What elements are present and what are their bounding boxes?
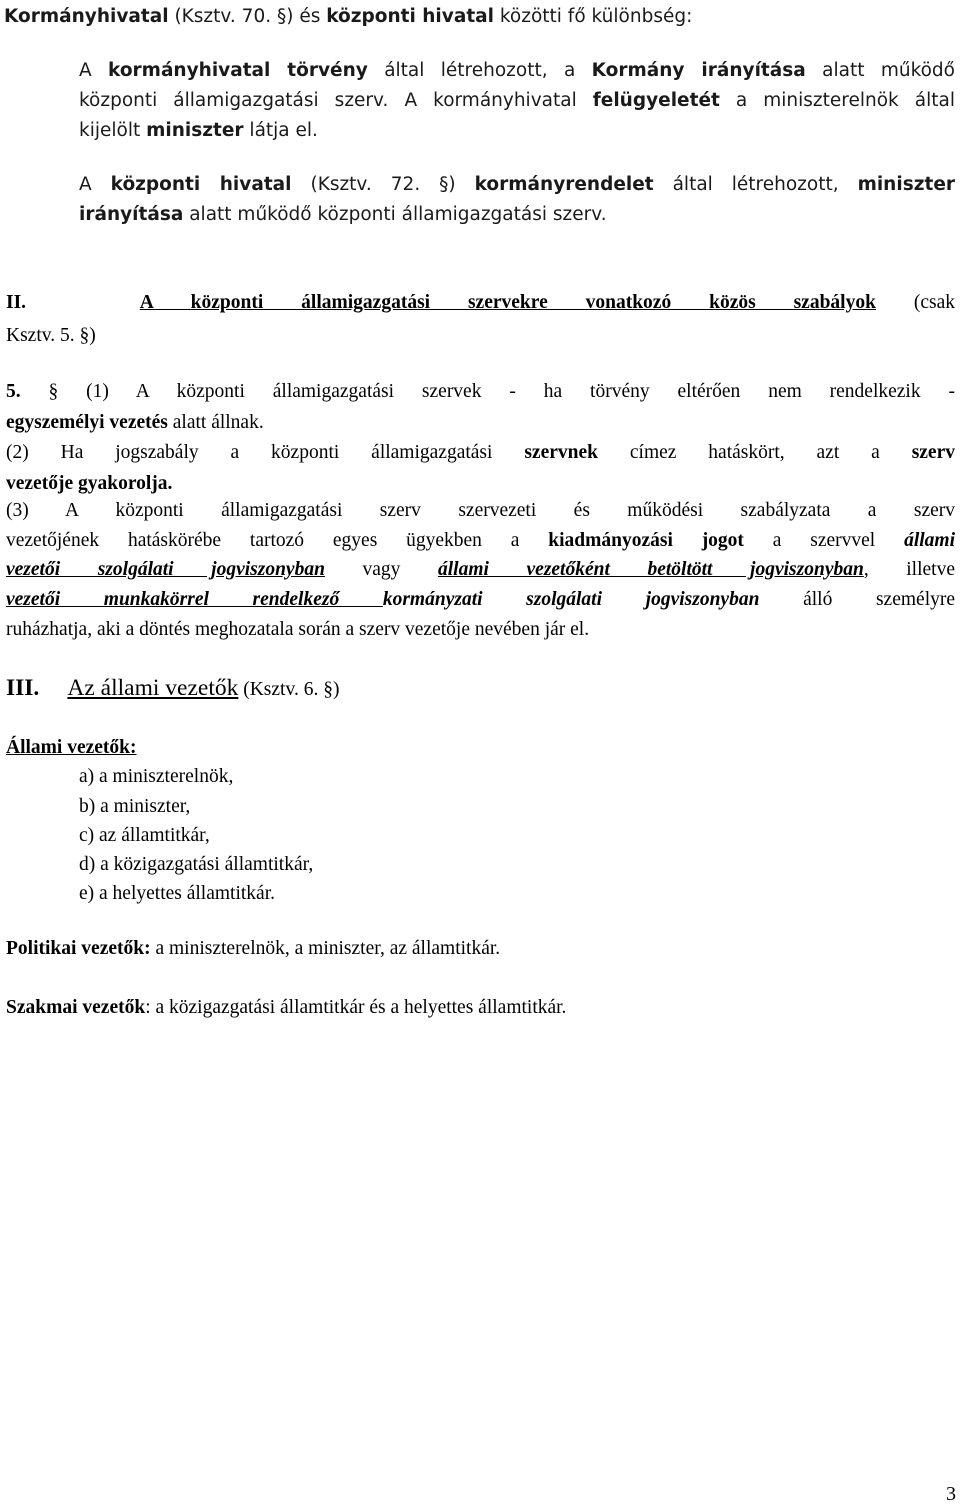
text-run: szerv xyxy=(911,442,955,463)
sec1-line-2 xyxy=(79,62,955,81)
text-run: által létrehozott, xyxy=(653,174,858,195)
text-run: vezetőjének hatáskörébe tartozó egyes ügyekben a xyxy=(6,530,549,551)
text-run: , illetve xyxy=(863,559,956,580)
para-3-line-2 xyxy=(6,531,955,551)
text-run: (Ksztv. 70. §) és xyxy=(168,6,327,27)
text-run: állami xyxy=(904,530,955,551)
text-run: címez hatáskört, azt a xyxy=(597,442,912,463)
text-run: miniszter xyxy=(857,174,955,195)
sec1-line-4 xyxy=(79,122,960,141)
text-run: A xyxy=(79,60,109,81)
text-run: miniszter xyxy=(146,120,244,141)
text-run: egyszemélyi vezetés xyxy=(6,412,168,433)
text-run: vagy xyxy=(324,559,438,580)
text-run: közötti fő különbség: xyxy=(494,6,693,27)
text-run: kiadmányozási jogot xyxy=(548,530,744,551)
text-run: állami vezetőként betöltött jogviszonyban xyxy=(438,559,864,580)
text-run: II. xyxy=(6,292,27,313)
political-leaders xyxy=(6,939,960,959)
list-item: a) a miniszterelnök, xyxy=(79,766,234,787)
text-run: felügyeletét xyxy=(592,90,720,111)
text-run: a szervvel xyxy=(743,530,905,551)
text-run: irányítása xyxy=(79,204,184,225)
page-number: 3 xyxy=(946,1483,956,1505)
professional-leaders xyxy=(6,998,960,1018)
text-run: 5. xyxy=(6,381,21,402)
state-leaders-title xyxy=(6,738,960,758)
text-run: alatt állnak. xyxy=(167,412,264,433)
list-item: c) az államtitkár, xyxy=(79,825,210,846)
text-run: kijelölt xyxy=(79,120,147,141)
text-run: Kormányhivatal xyxy=(4,6,169,27)
text-run: alatt működő központi államigazgatási szerv. xyxy=(183,204,607,225)
text-run: központi hivatal xyxy=(110,174,292,195)
text-run: szervnek xyxy=(524,442,598,463)
text-run: Az állami vezetők xyxy=(67,675,239,701)
text-run: álló személyre xyxy=(759,589,956,610)
list-item: d) a közigazgatási államtitkár, xyxy=(79,854,314,875)
sec1-line-5 xyxy=(79,176,955,195)
sec1-line-3 xyxy=(79,92,955,111)
text-run: (Ksztv. 6. §) xyxy=(238,679,340,700)
text-run: látja el. xyxy=(243,120,318,141)
text-run: Állami vezetők: xyxy=(6,737,137,758)
text-run: központi államigazgatási szerv. A kormányhivatal xyxy=(79,90,593,111)
text-run: által létrehozott, a xyxy=(367,60,592,81)
para-5-line-1 xyxy=(6,382,955,402)
para-3-line-5 xyxy=(6,620,960,640)
text-run xyxy=(39,675,67,701)
para-2-line-1 xyxy=(6,443,955,463)
sec1-line-6 xyxy=(79,206,960,225)
text-run: Politikai vezetők: xyxy=(6,938,151,959)
para-3-line-1-text xyxy=(6,500,955,521)
text-run: alatt működő xyxy=(805,60,955,81)
para-3-line-3 xyxy=(6,560,955,580)
list-item: e) a helyettes államtitkár. xyxy=(79,883,275,904)
text-run: Kormány irányítása xyxy=(591,60,806,81)
text-run: kormányzati szolgálati jogviszonyban xyxy=(382,589,760,610)
text-run: (csak xyxy=(875,292,955,313)
text-run: A xyxy=(79,174,111,195)
text-run: központi hivatal xyxy=(326,6,494,27)
sec3-heading xyxy=(6,677,960,701)
sec2-heading-line-1 xyxy=(6,293,955,313)
para-2-line-2 xyxy=(6,474,960,494)
text-run xyxy=(26,292,140,313)
text-run: : a közigazgatási államtitkár és a helyettes államtitkár. xyxy=(145,997,567,1018)
text-run: Ksztv. 5. §) xyxy=(6,325,96,346)
text-run: vezetői munkakörrel rendelkező xyxy=(6,589,383,610)
para-3-line-4 xyxy=(6,590,955,610)
text-run: III. xyxy=(6,675,40,701)
text-run: vezetője gyakorolja. xyxy=(6,473,173,494)
text-run: Szakmai vezetők xyxy=(6,997,146,1018)
text-run: (2) Ha jogszabály a központi államigazgatási xyxy=(6,442,525,463)
text-run: (Ksztv. 72. §) xyxy=(291,174,475,195)
text-run: A központi államigazgatási szervekre vonatkozó közös szabályok xyxy=(139,292,876,313)
para-3-line-1 xyxy=(6,501,955,521)
text-run: kormányhivatal törvény xyxy=(108,60,368,81)
para-5-line-2 xyxy=(6,413,960,433)
text-run: kormányrendelet xyxy=(474,174,654,195)
text-run: ruházhatja, aki a döntés meghozatala során a szerv vezetője nevében jár el. xyxy=(6,619,590,640)
text-run: a miniszterelnök, a miniszter, az államtitkár. xyxy=(150,938,501,959)
sec2-heading-line-2 xyxy=(6,326,960,346)
text-run: § (1) A központi államigazgatási szervek - ha törvény eltérően nem rendelkezik - xyxy=(20,381,955,402)
sec1-line-1 xyxy=(4,8,960,27)
list-item: b) a miniszter, xyxy=(79,796,191,817)
text-run: (3) A központi államigazgatási szerv szervezeti és működési szabályzata a szerv xyxy=(6,500,955,521)
text-run: a miniszterelnök által xyxy=(719,90,955,111)
text-run: vezetői szolgálati jogviszonyban xyxy=(6,559,325,580)
